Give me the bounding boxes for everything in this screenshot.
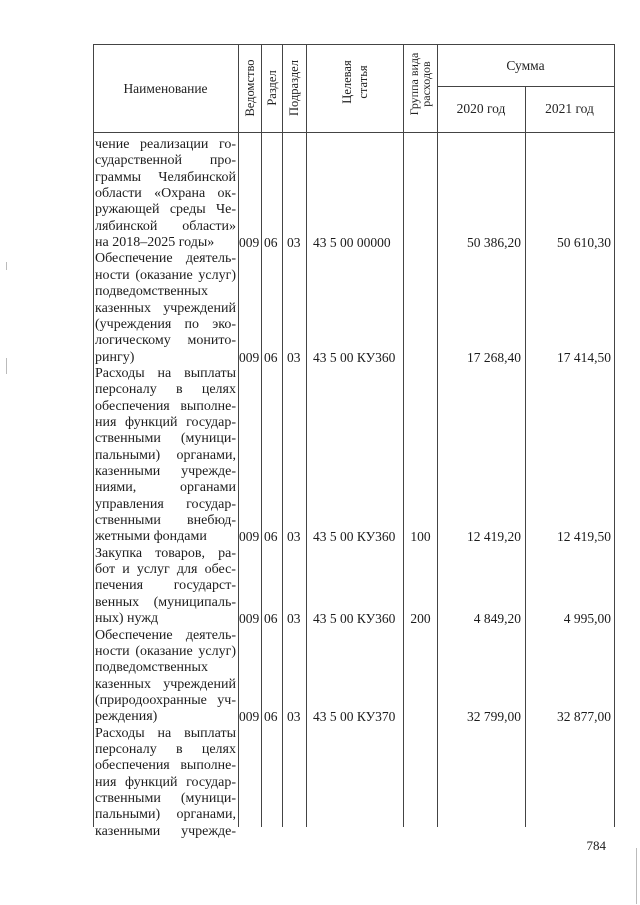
row-name-word: персоналу <box>95 741 157 757</box>
row-name-line <box>95 513 236 529</box>
cell-vedomstvo: 009 <box>239 235 260 251</box>
row-name-word: услуг) <box>198 267 236 283</box>
row-name-line: ных) нужд <box>95 611 159 627</box>
row-name-word: для <box>176 562 198 578</box>
row-name-line: подведомственных <box>95 284 208 300</box>
row-name-word: выполне- <box>180 398 236 414</box>
row-name-word: реализации <box>139 137 209 152</box>
row-name-word: монито- <box>187 333 236 349</box>
row-name-word: государ- <box>186 774 236 790</box>
cell-sum-2020: 50 386,20 <box>467 235 521 251</box>
cell-podrazdel: 03 <box>287 349 301 365</box>
row-name-line <box>95 758 236 774</box>
cell-gruppa-vida: 100 <box>410 529 431 545</box>
row-name-word: государ- <box>186 414 236 430</box>
row-name-word: про- <box>209 153 236 169</box>
row-name-word: обеспечения <box>95 398 170 414</box>
row-name-word: выплаты <box>184 725 236 741</box>
col-divider-gruppa <box>403 44 404 827</box>
row-name-word: целях <box>201 382 236 398</box>
row-name-word: учреждений <box>163 676 236 692</box>
row-name-line <box>95 497 236 513</box>
header-celevaya-line1: Целевая <box>339 60 354 104</box>
row-name-word: Обеспечение <box>95 251 173 267</box>
table-border-right <box>614 44 615 827</box>
col-divider-celevaya <box>306 44 307 827</box>
cell-celevaya-statya: 43 5 00 КУ360 <box>313 349 396 365</box>
row-name-word: бот <box>95 562 116 578</box>
row-name-word: логическому <box>95 333 171 349</box>
row-name-word: (оказание <box>135 267 193 283</box>
row-name-word: услуг <box>136 562 170 578</box>
cell-sum-2020: 4 849,20 <box>473 611 521 627</box>
row-name-line <box>95 268 236 284</box>
row-name-line: реждения) <box>95 709 158 725</box>
row-name-word: сударственной <box>95 153 183 169</box>
row-name-word: органами, <box>176 807 236 823</box>
row-name-word: казенными <box>95 464 161 479</box>
cell-sum-2021: 17 414,50 <box>557 349 611 365</box>
row-name-word: Обеспечение <box>95 627 173 643</box>
row-name-word: ственными <box>95 513 161 529</box>
row-name-word: ния <box>95 774 117 790</box>
row-name-word: учрежде- <box>181 464 236 479</box>
header-summa: Сумма <box>506 58 545 73</box>
row-name-word: обес- <box>204 562 236 578</box>
row-name-word: Расходы <box>95 365 145 381</box>
cell-podrazdel: 03 <box>287 235 301 251</box>
row-name-line <box>95 333 236 349</box>
header-name: Наименование <box>123 81 208 96</box>
row-name-line <box>95 219 236 235</box>
row-name-word: функций <box>125 774 178 790</box>
row-name-word: (муници- <box>180 431 236 447</box>
row-name-word: (муниципаль- <box>153 594 236 610</box>
cell-sum-2021: 50 610,30 <box>557 235 611 251</box>
row-name-word: функций <box>125 414 178 430</box>
row-name-word: пальными) <box>95 807 161 823</box>
row-name-word: пальными) <box>95 447 161 463</box>
table-border-left <box>93 44 94 827</box>
row-name-word: казенными <box>95 823 161 839</box>
row-name-line <box>95 824 236 840</box>
row-name-word: в <box>175 741 183 757</box>
row-name-word: по <box>184 316 200 332</box>
header-podrazdel: Подраздел <box>286 60 301 116</box>
header-razdel: Раздел <box>264 70 279 106</box>
scan-edge-mark <box>636 848 637 904</box>
row-name-word: чение <box>95 137 130 152</box>
row-name-word: казенных <box>95 676 151 692</box>
cell-celevaya-statya: 43 5 00 КУ360 <box>313 611 396 627</box>
row-name-word: на <box>157 725 172 741</box>
row-name-word: ок- <box>217 186 236 202</box>
row-name-word: в <box>175 382 183 398</box>
scan-edge-mark <box>6 262 7 270</box>
row-name-word: выплаты <box>184 365 236 381</box>
row-name-word: товаров, <box>155 545 205 561</box>
row-name-word: персоналу <box>95 382 157 398</box>
row-name-word: казенных <box>95 300 151 316</box>
row-name-line <box>95 366 236 382</box>
row-name-line <box>95 775 236 791</box>
row-name-word: Закупка <box>95 545 143 561</box>
cell-podrazdel: 03 <box>287 709 301 725</box>
row-name-line <box>95 186 236 202</box>
row-name-word: и <box>122 562 130 578</box>
row-name-line: рингу) <box>95 349 135 365</box>
row-name-word: выполне- <box>180 758 236 774</box>
row-name-line <box>95 170 236 186</box>
row-name-line <box>95 137 236 153</box>
row-name-word: ружающей <box>95 202 160 218</box>
header-vedomstvo: Ведомство <box>242 59 257 117</box>
row-name-word: области <box>95 186 142 202</box>
row-name-line <box>95 546 236 562</box>
row-name-line <box>95 464 236 480</box>
cell-razdel: 06 <box>264 349 278 365</box>
row-name-word: уч- <box>217 692 236 708</box>
header-gruppa-line1: Группа вида <box>407 52 421 116</box>
row-name-line <box>95 628 236 644</box>
row-name-word: лябинской <box>95 218 158 234</box>
row-name-word: деятель- <box>185 627 236 643</box>
cell-celevaya-statya: 43 5 00 КУ360 <box>313 529 396 545</box>
row-name-word: ния <box>95 414 117 430</box>
row-name-line <box>95 562 236 578</box>
cell-sum-2020: 12 419,20 <box>467 529 521 545</box>
row-name-line <box>95 431 236 447</box>
header-year-2020: 2020 год <box>456 101 506 116</box>
row-name-line <box>95 448 236 464</box>
header-celevaya-line2: статья <box>355 65 370 99</box>
cell-sum-2020: 32 799,00 <box>467 709 521 725</box>
row-name-word: (природоохранные <box>95 692 207 708</box>
row-name-word: области» <box>182 218 236 234</box>
cell-gruppa-vida: 200 <box>410 611 431 627</box>
row-name-line <box>95 595 236 611</box>
row-name-word: управления <box>95 496 164 512</box>
row-name-word: среды <box>169 202 206 218</box>
row-name-line: подведомственных <box>95 660 208 676</box>
row-name-word: го- <box>218 137 236 152</box>
cell-vedomstvo: 009 <box>239 349 260 365</box>
cell-sum-2020: 17 268,40 <box>467 349 521 365</box>
header-gruppa-line2: расходов <box>419 61 433 107</box>
row-name-word: учрежде- <box>181 823 236 839</box>
row-name-line: жетными фондами <box>95 529 207 545</box>
cell-podrazdel: 03 <box>287 611 301 627</box>
row-name-word: Челябинской <box>158 169 236 185</box>
table-border-top <box>93 44 614 45</box>
header-bottom-line <box>93 132 614 133</box>
cell-vedomstvo: 009 <box>239 529 260 545</box>
row-name-line <box>95 202 236 218</box>
row-name-word: деятель- <box>185 251 236 267</box>
header-year-2021: 2021 год <box>545 101 594 116</box>
row-name-line <box>95 677 236 693</box>
row-name-word: венных <box>95 594 140 610</box>
row-name-line <box>95 791 236 807</box>
row-name-word: граммы <box>95 169 142 185</box>
row-name-word: органами <box>179 480 236 496</box>
row-name-word: на <box>157 365 172 381</box>
cell-sum-2021: 4 995,00 <box>563 611 611 627</box>
row-name-word: целях <box>201 741 236 757</box>
row-name-word: Че- <box>216 202 236 218</box>
row-name-word: ственными <box>95 791 161 806</box>
row-name-line <box>95 251 236 267</box>
row-name-line <box>95 807 236 823</box>
row-name-word: ственными <box>95 431 161 447</box>
row-name-line <box>95 153 236 169</box>
row-name-word: государст- <box>173 578 236 594</box>
row-name-line <box>95 399 236 415</box>
row-name-word: услуг) <box>198 643 236 659</box>
cell-celevaya-statya: 43 5 00 00000 <box>313 235 391 251</box>
col-divider-razdel <box>261 44 262 827</box>
row-name-word: обеспечения <box>95 758 170 774</box>
cell-celevaya-statya: 43 5 00 КУ370 <box>313 709 396 725</box>
scan-edge-mark <box>6 358 7 374</box>
cell-sum-2021: 12 419,50 <box>557 529 611 545</box>
row-name-line <box>95 317 236 333</box>
cell-vedomstvo: 009 <box>239 611 260 627</box>
row-name-line <box>95 480 236 496</box>
cell-vedomstvo: 009 <box>239 709 260 725</box>
row-name-word: учреждений <box>163 300 236 316</box>
cell-razdel: 06 <box>264 235 278 251</box>
row-name-line <box>95 644 236 660</box>
row-name-word: (муници- <box>180 791 236 806</box>
cell-sum-2021: 32 877,00 <box>557 709 611 725</box>
cell-razdel: 06 <box>264 611 278 627</box>
row-name-line <box>95 301 236 317</box>
row-name-word: внебюд- <box>187 513 236 529</box>
row-name-word: (учреждения <box>95 316 172 332</box>
row-name-word: (оказание <box>135 643 193 659</box>
row-name-line <box>95 726 236 742</box>
row-name-word: государ- <box>186 496 236 512</box>
row-name-word: ности <box>95 643 130 659</box>
row-name-line <box>95 742 236 758</box>
row-name-line <box>95 578 236 594</box>
col-divider-podrazdel <box>282 44 283 827</box>
row-name-word: органами, <box>176 447 236 463</box>
row-name-word: Расходы <box>95 725 145 741</box>
row-name-word: «Охрана <box>154 186 206 202</box>
row-name-line <box>95 382 236 398</box>
row-name-word: эко- <box>212 316 236 332</box>
row-name-word: ра- <box>218 545 236 561</box>
row-name-line <box>95 693 236 709</box>
row-name-word: печения <box>95 578 144 594</box>
summa-divider <box>437 86 614 87</box>
row-name-line <box>95 415 236 431</box>
page-number: 784 <box>586 838 606 853</box>
cell-razdel: 06 <box>264 529 278 545</box>
row-name-word: ности <box>95 267 130 283</box>
cell-razdel: 06 <box>264 709 278 725</box>
cell-podrazdel: 03 <box>287 529 301 545</box>
row-name-line: на 2018–2025 годы» <box>95 235 215 251</box>
row-name-word: ниями, <box>95 480 137 496</box>
